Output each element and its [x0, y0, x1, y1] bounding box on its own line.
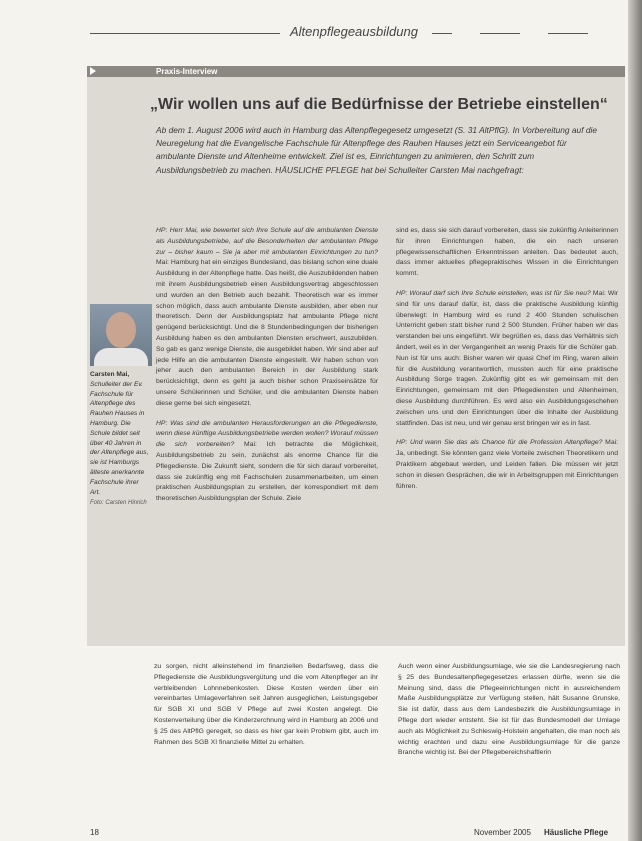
answer: Mai: Hamburg hat ein einziges Bundesland, das bislang schon eine duale Ausbildung in der Altenpflege hatte. Das heißt, die Auszubildenden haben mit ihrem Ausbildungsbetrieb einen Ausbildungsvertrag abgeschlossen und wurden an den Betrieb auch bezahlt. Theoretisch war es immer schon möglich, dass auch ambulante Dienste ausbilden, aber eben nur theoretisch. Denn der Ausbildungsplatz hat ambulante Pflege nicht genügend berücksichtigt. Und die 8 Stundenbedingungen der bisherigen Ausbildung haben es den ambulanten Diensten erschwert, auszubilden. So gab es ganz wenige Dienste, die ausgebildet haben. Wir sind aber auf jede Hilfe an die ambulanten Dienste eingestellt. Wir haben schon von jeher auch den ambulanten Bereich in der Ausbildung stark berücksichtigt, denn es geht ja auch bisher schon Praxiseinsätze für unsere Schülerinnen und Schüler, und die ambulanten Dienste haben diese gerne bei sich eingesetzt. — [156, 259, 378, 407]
answer: Mai: Ich betrachte die Möglichkeit, Ausbildungsbetrieb zu sein, zunächst als enorme Chance für die Pflegedienste. Die Zukunft sieht, sondern die für sich darauf vorbereitet, dass sie zukünftig eng mit Fachschulen zusammenarbeiten, um einen praktischen Ausbildungsplan zu erstellen, der korrespondiert mit dem theoretischen Ausbildungsplan der Schule. Ziele — [156, 441, 379, 503]
body-column-right: Auch wenn einer Ausbildungsumlage, wie sie die Landesregierung nach § 25 des Bundesaltenpflegegesetzes erlassen dürfte, wenn sie die Meinung sind, dass die Pflegeeinrichtungen nicht in ausreichendem Maße Ausbildungsplätze zur Verfügung stellen, hält Susanne Grunske, Sie ist dafür, dass aus dem Landesbezirk die Ausbildungsumlage in Pflege dort wieder entsteht. Sie ist für das Bundesmodell der Umlage auch als Möglichkeit zu Schleswig-Holstein angehalten, die man noch als wichtig erachten und dazu eine Ausbildungsumlage für die ganze Branche wichtig ist. Bei der Pflegebereichshaftlerin — [398, 663, 620, 757]
interview-lead: Ab dem 1. August 2006 wird auch in Hamburg das Altenpflegegesetz umgesetzt (S. 31 AltPflG). In Vorbereitung auf die Neuregelung hat die Evangelische Fachschule für Altenpflege des Rauhen Hauses jetzt ein Serviceangebot für ambulante Dienste und Altenheime entwickelt. Ziel ist es, Einrichtungen zu animieren, den Schritt zum Ausbildungsbetrieb zu machen. HÄUSLICHE PFLEGE hat bei Schulleiter Carsten Mai nachgefragt: — [156, 125, 598, 175]
photo-caption — [90, 370, 150, 509]
page-edge-shadow — [628, 0, 642, 841]
page-number: 18 — [90, 828, 99, 837]
question: HP: Worauf darf sich Ihre Schule einstellen, was ist für Sie neu? — [396, 289, 591, 297]
arrow-icon — [90, 67, 96, 75]
question: HP: Und wann Sie das als Chance für die Profession Altenpflege? — [396, 439, 603, 447]
interview-column-1 — [156, 226, 378, 514]
question: HP: Herr Mai, wie bewertet sich Ihre Schule auf die ambulanten Dienste als Ausbildungsbetriebe, auf die Besonderheiten der ambulanten Pflege zur – bisher kaum – Sie ja aber mit ambulanten Einrichtungen zu tun? — [156, 227, 378, 256]
header-rule-right-3 — [548, 33, 588, 34]
section-title: Altenpflegeausbildung — [290, 24, 418, 39]
portrait-head — [106, 312, 136, 348]
caption-text: Schulleiter der Ev. Fachschule für Altenpflege des Rauhen Hauses in Hamburg. Die Schule bildet seit über 40 Jahren in der Altenpflege aus, sie ist Hamburgs älteste anerkannte Fachschule ihrer Art. — [90, 380, 149, 496]
header-rule-right-2 — [480, 33, 520, 34]
answer: sind es, dass sie sich darauf vorbereiten, dass sie zukünftig Anleiterinnen für ihren Einrichtungen haben, die ein nach unseren pflegewissenschaftlichen Erkenntnissen anleiten. Das bedeutet auch, dass immer aktuelles pflegepraktisches Wissen in die Einrichtungen kommt. — [396, 227, 618, 278]
answer: Mai: Ja, unbedingt. Sie könnten ganz viele Vorteile zwischen Theoretikern und Praktikern abgebaut werden, und Leiden fallen. Die müssen wir jetzt schon in diesen Gesprächen, die wir in Arbeitsgruppen mit Einrichtungen führen. — [396, 439, 618, 490]
header-rule-right-1 — [432, 33, 452, 34]
header-rule-left — [90, 33, 280, 34]
photo-credit: Foto: Carsten Hinrich — [90, 500, 147, 507]
body-column-left: zu sorgen, nicht alleinstehend im finanziellen Bedarfsweg, dass die Pflegedienste die Ausbildungsvergütung und die vom Altenpfleger an ihr verbleibenden Lohnnebenkosten. Diese Kosten werden über ein vereinbartes Umlageverfahren seit Jahren ausgeglichen, Leistungsgeber für SGB XI und SGB V Pflege auf zwei Kosten angelegt. Die Kostenverteilung über die Kinderzerchnung wird in Hamburg ab 2006 und § 25 des AltPflG geregelt, so dass es hier gar kein Problem gibt, auch im Rahmen des SGB XI finanzielle Mittel zu erhalten. — [154, 663, 378, 746]
issue-date: November 2005 — [474, 828, 531, 837]
interview-label: Praxis-Interview — [156, 67, 218, 76]
interview-title: „Wir wollen uns auf die Bedürfnisse der Betriebe einstellen“ — [150, 96, 608, 113]
question: HP: Was sind die ambulanten Herausforderungen an die Pflegedienste, wenn diese künftige Ausbildungsbetriebe werden wollen? Worauf müssen die sich vorbereiten? — [156, 419, 378, 449]
portrait-photo — [90, 304, 152, 366]
portrait-body — [94, 348, 148, 366]
interview-column-2 — [396, 226, 618, 501]
answer: Mai: Wir sind für uns darauf dafür, ist, dass die praktische Ausbildung künftig überwiegt: In Hamburg wird es rund 2 400 Stunden schulischen Unterricht geben statt bisher rund 2 500 Stunden. Früher haben wir das verstanden bei uns eingeführt. Wir begrüßen es, dass das Verhältnis sich ändert, weil es in der Vergangenheit an wenig Praxis für die Schüler gab. Nun ist für uns auch: Bisher waren wir quasi Chef im Ring, waren allein für die Ausbildung verantwortlich, mussten auch für eine praktische Ausbildung Sorge tragen. Zukünftig gibt es wir gemeinsam mit den Einrichtungen, gemeinsam mit den Pflegediensten und Altenheimen, diese Ausbildung durchführen. Es wird also ein Ausbildungsgeschehen zwischen uns und den Einrichtungen über die Inhalte der Ausbildung stattfinden. Das ist neu, und wir genau erst bringen wir es in fast. — [396, 289, 619, 427]
magazine-name: Häusliche Pflege — [544, 828, 609, 837]
caption-name: Carsten Mai, — [90, 371, 130, 378]
